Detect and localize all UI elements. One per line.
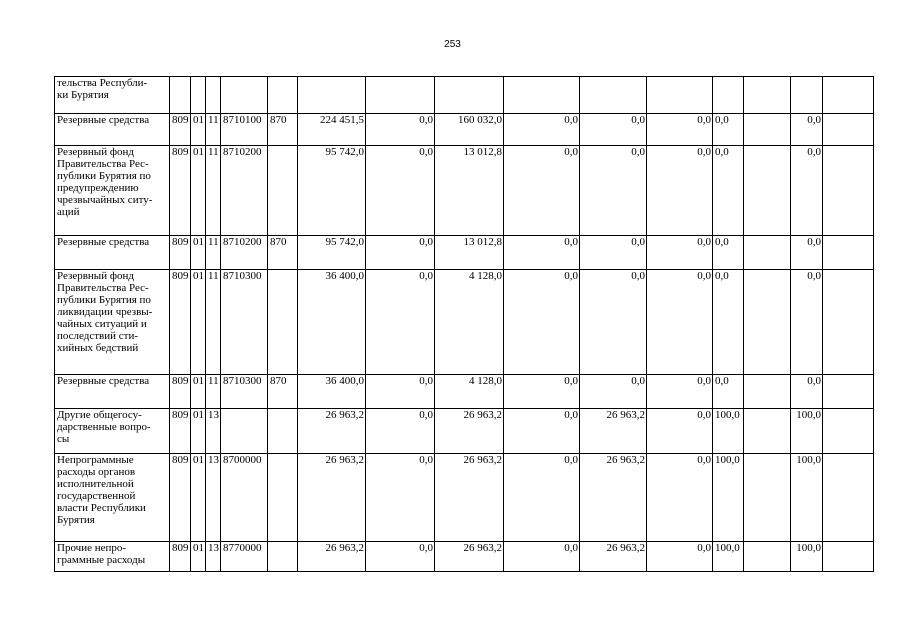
- cell-amount-4: 0,0: [504, 454, 580, 542]
- cell-subsection-code: 13: [206, 542, 221, 572]
- cell-amount-5: 0,0: [580, 146, 647, 236]
- cell-name: Прочие непро- граммные расходы: [55, 542, 170, 572]
- cell-section-code: 01: [191, 454, 206, 542]
- cell-target-code: [221, 409, 268, 454]
- cell-gr-code: 809: [170, 454, 191, 542]
- cell-amount-5: 26 963,2: [580, 409, 647, 454]
- cell-target-code: 8770000: [221, 542, 268, 572]
- cell-empty: [744, 542, 791, 572]
- cell-gr-code: 809: [170, 270, 191, 375]
- cell-percent-2: 0,0: [791, 375, 823, 409]
- table-row: [55, 409, 874, 454]
- cell-amount-6: 0,0: [647, 270, 713, 375]
- cell-trailing-empty: [823, 236, 874, 270]
- table-row: [55, 454, 874, 542]
- cell-amount-3: 26 963,2: [435, 454, 504, 542]
- cell-empty: [744, 454, 791, 542]
- cell-amount-2: 0,0: [366, 375, 435, 409]
- budget-table-body: [55, 77, 874, 572]
- cell-name: тельства Республи- ки Бурятия: [55, 77, 170, 114]
- cell-percent-2: 100,0: [791, 454, 823, 542]
- cell-amount-3: 160 032,0: [435, 114, 504, 146]
- cell-subsection-code: 11: [206, 236, 221, 270]
- budget-table: [54, 76, 874, 572]
- cell-amount-5: 0,0: [580, 270, 647, 375]
- cell-amount-1: 36 400,0: [298, 270, 366, 375]
- cell-amount-2: 0,0: [366, 270, 435, 375]
- cell-percent-2: [791, 77, 823, 114]
- cell-empty: [744, 270, 791, 375]
- cell-amount-4: 0,0: [504, 146, 580, 236]
- cell-subsection-code: 11: [206, 114, 221, 146]
- cell-subsection-code: 11: [206, 146, 221, 236]
- cell-trailing-empty: [823, 409, 874, 454]
- cell-amount-6: 0,0: [647, 454, 713, 542]
- cell-name: Резервные средства: [55, 375, 170, 409]
- cell-percent-1: 100,0: [713, 454, 744, 542]
- cell-name: Резервные средства: [55, 236, 170, 270]
- cell-section-code: 01: [191, 409, 206, 454]
- cell-amount-4: 0,0: [504, 375, 580, 409]
- cell-amount-3: 4 128,0: [435, 375, 504, 409]
- cell-subsection-code: 13: [206, 409, 221, 454]
- cell-gr-code: [170, 77, 191, 114]
- cell-target-code: 8710300: [221, 270, 268, 375]
- cell-amount-3: [435, 77, 504, 114]
- cell-trailing-empty: [823, 77, 874, 114]
- cell-percent-1: [713, 77, 744, 114]
- cell-empty: [744, 114, 791, 146]
- cell-section-code: 01: [191, 236, 206, 270]
- cell-amount-3: 13 012,8: [435, 236, 504, 270]
- cell-gr-code: 809: [170, 409, 191, 454]
- cell-name: Другие общегосу- дарственные вопро- сы: [55, 409, 170, 454]
- cell-trailing-empty: [823, 114, 874, 146]
- cell-target-code: [221, 77, 268, 114]
- cell-amount-1: 95 742,0: [298, 146, 366, 236]
- cell-amount-1: 26 963,2: [298, 454, 366, 542]
- cell-subsection-code: 11: [206, 270, 221, 375]
- cell-amount-3: 4 128,0: [435, 270, 504, 375]
- cell-expense-type-code: 870: [268, 375, 298, 409]
- cell-amount-2: [366, 77, 435, 114]
- cell-percent-2: 0,0: [791, 270, 823, 375]
- cell-amount-4: 0,0: [504, 409, 580, 454]
- cell-amount-3: 26 963,2: [435, 542, 504, 572]
- table-row: [55, 236, 874, 270]
- cell-target-code: 8710200: [221, 146, 268, 236]
- cell-expense-type-code: 870: [268, 236, 298, 270]
- cell-empty: [744, 375, 791, 409]
- cell-name: Резервные средства: [55, 114, 170, 146]
- cell-amount-2: 0,0: [366, 409, 435, 454]
- cell-section-code: 01: [191, 270, 206, 375]
- cell-amount-4: 0,0: [504, 114, 580, 146]
- cell-amount-6: 0,0: [647, 542, 713, 572]
- cell-trailing-empty: [823, 542, 874, 572]
- cell-name: Непрограммные расходы органов исполнительной государственной власти Республики Бурятия: [55, 454, 170, 542]
- cell-amount-1: [298, 77, 366, 114]
- cell-trailing-empty: [823, 375, 874, 409]
- cell-amount-3: 13 012,8: [435, 146, 504, 236]
- cell-amount-5: [580, 77, 647, 114]
- cell-subsection-code: 11: [206, 375, 221, 409]
- cell-amount-5: 0,0: [580, 236, 647, 270]
- cell-amount-5: 26 963,2: [580, 542, 647, 572]
- cell-amount-6: 0,0: [647, 146, 713, 236]
- cell-amount-1: 26 963,2: [298, 409, 366, 454]
- cell-amount-4: 0,0: [504, 236, 580, 270]
- cell-percent-2: 0,0: [791, 236, 823, 270]
- table-row: [55, 114, 874, 146]
- cell-amount-2: 0,0: [366, 542, 435, 572]
- cell-amount-1: 224 451,5: [298, 114, 366, 146]
- cell-amount-2: 0,0: [366, 454, 435, 542]
- table-row: [55, 375, 874, 409]
- cell-percent-2: 0,0: [791, 114, 823, 146]
- cell-percent-1: 100,0: [713, 409, 744, 454]
- cell-gr-code: 809: [170, 236, 191, 270]
- cell-percent-1: 0,0: [713, 375, 744, 409]
- cell-section-code: [191, 77, 206, 114]
- table-row: [55, 542, 874, 572]
- cell-amount-6: 0,0: [647, 114, 713, 146]
- page-number: 253: [444, 39, 461, 50]
- cell-amount-4: 0,0: [504, 542, 580, 572]
- cell-amount-1: 36 400,0: [298, 375, 366, 409]
- cell-target-code: 8710100: [221, 114, 268, 146]
- table-row: [55, 146, 874, 236]
- cell-expense-type-code: [268, 409, 298, 454]
- cell-expense-type-code: [268, 270, 298, 375]
- cell-percent-2: 0,0: [791, 146, 823, 236]
- cell-name: Резервный фонд Правительства Рес- публики Бурятия по ликвидации чрезвы- чайных ситуаций и последствий сти- хийных бедствий: [55, 270, 170, 375]
- cell-name: Резервный фонд Правительства Рес- публики Бурятия по предупреждению чрезвычайных ситу- аций: [55, 146, 170, 236]
- cell-empty: [744, 146, 791, 236]
- cell-expense-type-code: [268, 146, 298, 236]
- cell-percent-1: 0,0: [713, 146, 744, 236]
- cell-section-code: 01: [191, 375, 206, 409]
- table-row: [55, 270, 874, 375]
- cell-amount-4: [504, 77, 580, 114]
- cell-amount-2: 0,0: [366, 114, 435, 146]
- cell-amount-1: 26 963,2: [298, 542, 366, 572]
- cell-gr-code: 809: [170, 542, 191, 572]
- cell-empty: [744, 236, 791, 270]
- cell-percent-2: 100,0: [791, 542, 823, 572]
- cell-amount-1: 95 742,0: [298, 236, 366, 270]
- cell-expense-type-code: [268, 77, 298, 114]
- cell-amount-5: 0,0: [580, 375, 647, 409]
- cell-percent-1: 100,0: [713, 542, 744, 572]
- cell-target-code: 8700000: [221, 454, 268, 542]
- cell-amount-4: 0,0: [504, 270, 580, 375]
- cell-gr-code: 809: [170, 114, 191, 146]
- cell-section-code: 01: [191, 146, 206, 236]
- cell-target-code: 8710300: [221, 375, 268, 409]
- cell-section-code: 01: [191, 114, 206, 146]
- cell-section-code: 01: [191, 542, 206, 572]
- cell-amount-6: 0,0: [647, 375, 713, 409]
- cell-subsection-code: 13: [206, 454, 221, 542]
- cell-percent-1: 0,0: [713, 236, 744, 270]
- cell-empty: [744, 77, 791, 114]
- cell-amount-5: 26 963,2: [580, 454, 647, 542]
- cell-trailing-empty: [823, 270, 874, 375]
- cell-amount-6: 0,0: [647, 409, 713, 454]
- table-row: [55, 77, 874, 114]
- cell-amount-2: 0,0: [366, 146, 435, 236]
- cell-amount-6: 0,0: [647, 236, 713, 270]
- cell-trailing-empty: [823, 146, 874, 236]
- cell-expense-type-code: [268, 454, 298, 542]
- cell-empty: [744, 409, 791, 454]
- cell-percent-1: 0,0: [713, 270, 744, 375]
- cell-expense-type-code: [268, 542, 298, 572]
- cell-amount-3: 26 963,2: [435, 409, 504, 454]
- cell-gr-code: 809: [170, 146, 191, 236]
- cell-amount-5: 0,0: [580, 114, 647, 146]
- cell-trailing-empty: [823, 454, 874, 542]
- cell-percent-1: 0,0: [713, 114, 744, 146]
- cell-amount-2: 0,0: [366, 236, 435, 270]
- cell-percent-2: 100,0: [791, 409, 823, 454]
- cell-amount-6: [647, 77, 713, 114]
- cell-expense-type-code: 870: [268, 114, 298, 146]
- cell-target-code: 8710200: [221, 236, 268, 270]
- cell-subsection-code: [206, 77, 221, 114]
- cell-gr-code: 809: [170, 375, 191, 409]
